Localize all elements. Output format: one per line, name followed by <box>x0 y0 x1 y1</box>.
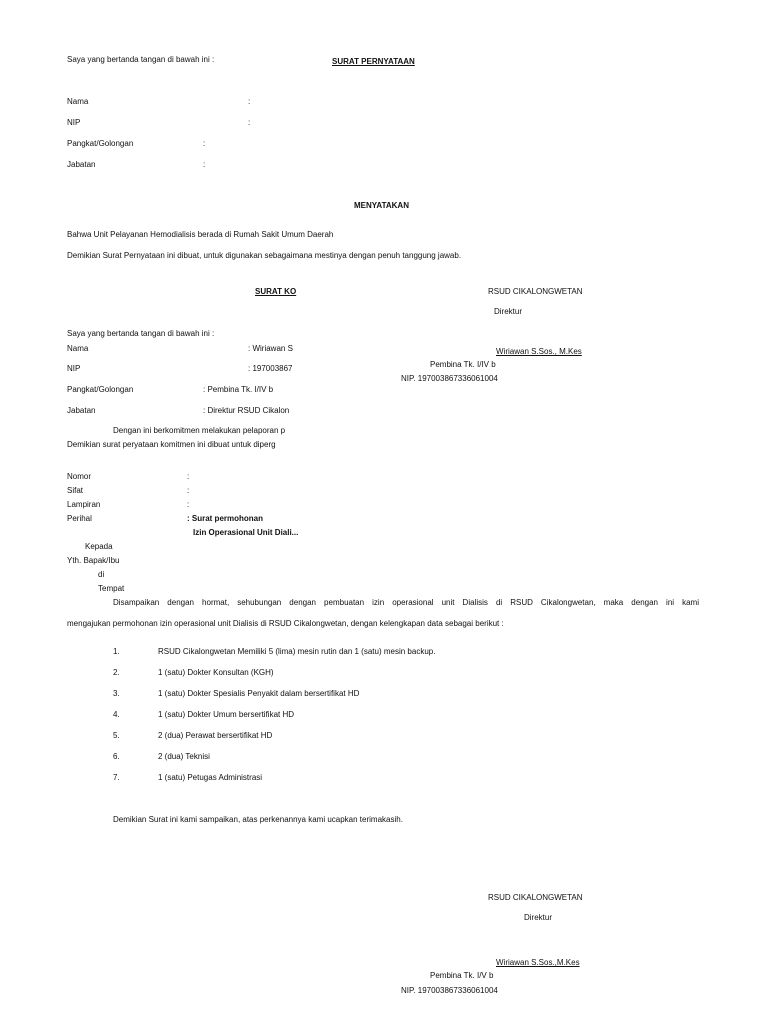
list-item-number: 4. <box>113 710 120 719</box>
signature-org: RSUD CIKALONGWETAN <box>488 287 583 296</box>
letter-sep-lampiran: : <box>187 500 190 509</box>
commitment-intro: Saya yang bertanda tangan di bawah ini : <box>67 329 215 338</box>
list-item-text: 1 (satu) Dokter Umum bersertifikat HD <box>158 710 295 719</box>
letter-kepada: Kepada <box>85 542 113 551</box>
signature-rank: Pembina Tk. I/IV b <box>430 360 496 369</box>
list-item-text: 2 (dua) Perawat bersertifikat HD <box>158 731 273 740</box>
list-item-text: 1 (satu) Petugas Administrasi <box>158 773 263 782</box>
commitment-body-1: Dengan ini berkomitmen melakukan pelaporan p <box>113 427 286 435</box>
list-item-text: 1 (satu) Dokter Spesialis Penyakit dalam bersertifikat HD <box>158 689 360 698</box>
commitment-label-nama: Nama <box>67 344 89 353</box>
signature-name: Wiriawan S.Sos.,M.Kes <box>496 958 580 967</box>
letter-label-sifat: Sifat <box>67 486 84 495</box>
letter-tempat: Tempat <box>98 584 125 593</box>
letter-label-nomor: Nomor <box>67 472 92 481</box>
list-item-text: 2 (dua) Teknisi <box>158 752 210 761</box>
list-item-text: RSUD Cikalongwetan Memiliki 5 (lima) mesin rutin dan 1 (satu) mesin backup. <box>158 647 436 656</box>
letter-sep-nomor: : <box>187 472 190 481</box>
letter-sep-sifat: : <box>187 486 190 495</box>
commitment-value-pangkat: : Pembina Tk. I/IV b <box>203 386 274 394</box>
list-item-number: 1. <box>113 647 120 656</box>
statement-intro: Saya yang bertanda tangan di bawah ini : <box>67 55 215 64</box>
letter-label-lampiran: Lampiran <box>67 500 101 509</box>
signature-nip: NIP. 197003867336061004 <box>401 986 498 995</box>
list-item-text: 1 (satu) Dokter Konsultan (KGH) <box>158 668 274 677</box>
commitment-value-nip: : 197003867 <box>248 365 293 373</box>
commitment-label-jabatan: Jabatan <box>67 406 96 415</box>
letter-perihal-value: : Surat permohonan <box>187 514 264 523</box>
list-item-number: 5. <box>113 731 120 740</box>
menyatakan-heading: MENYATAKAN <box>354 201 409 210</box>
field-label-nip: NIP <box>67 118 81 127</box>
field-sep-nip: : <box>248 118 251 127</box>
signature-rank: Pembina Tk. I/V b <box>430 971 494 980</box>
list-item-number: 3. <box>113 689 120 698</box>
commitment-title: SURAT KO <box>255 287 297 296</box>
field-sep-nama: : <box>248 97 251 106</box>
field-label-jabatan: Jabatan <box>67 160 96 169</box>
commitment-label-nip: NIP <box>67 364 81 373</box>
letter-label-perihal: Perihal <box>67 514 92 523</box>
signature-org: RSUD CIKALONGWETAN <box>488 893 583 902</box>
field-sep-pangkat: : <box>203 139 206 148</box>
list-item-number: 6. <box>113 752 120 761</box>
letter-di: di <box>98 570 105 579</box>
field-label-nama: Nama <box>67 97 89 106</box>
signature-nip: NIP. 197003867336061004 <box>401 374 498 383</box>
letter-perihal-value-2: Izin Operasional Unit Diali... <box>193 528 299 537</box>
commitment-value-jabatan: : Direktur RSUD Cikalon <box>203 407 290 415</box>
commitment-body-2: Demikian surat peryataan komitmen ini dibuat untuk diperg <box>67 441 276 449</box>
commitment-label-pangkat: Pangkat/Golongan <box>67 385 134 394</box>
list-item-number: 2. <box>113 668 120 677</box>
signature-name: Wiriawan S.Sos., M.Kes <box>496 347 582 356</box>
statement-title: SURAT PERNYATAAN <box>332 57 415 66</box>
statement-body-2: Demikian Surat Pernyataan ini dibuat, untuk digunakan sebagaimana mestinya dengan penuh tanggung jawab. <box>67 251 462 260</box>
field-sep-jabatan: : <box>203 160 206 169</box>
commitment-value-nama: : Wiriawan S <box>248 345 293 353</box>
field-label-pangkat: Pangkat/Golongan <box>67 139 134 148</box>
letter-opening-1: Disampaikan dengan hormat, sehubungan dengan pembuatan izin operasional unit Dialisis di RSUD Cikalongwetan, maka dengan ini kami <box>113 598 699 607</box>
list-item-number: 7. <box>113 773 120 782</box>
letter-closing: Demikian Surat ini kami sampaikan, atas perkenannya kami ucapkan terimakasih. <box>113 815 403 824</box>
signature-role: Direktur <box>494 307 523 316</box>
signature-role: Direktur <box>524 913 553 922</box>
letter-yth: Yth. Bapak/Ibu <box>67 556 120 565</box>
statement-body-1: Bahwa Unit Pelayanan Hemodialisis berada di Rumah Sakit Umum Daerah <box>67 230 334 239</box>
letter-opening-2: mengajukan permohonan izin operasional unit Dialisis di RSUD Cikalongwetan, dengan kelengkapan data sebagai berikut : <box>67 619 504 628</box>
